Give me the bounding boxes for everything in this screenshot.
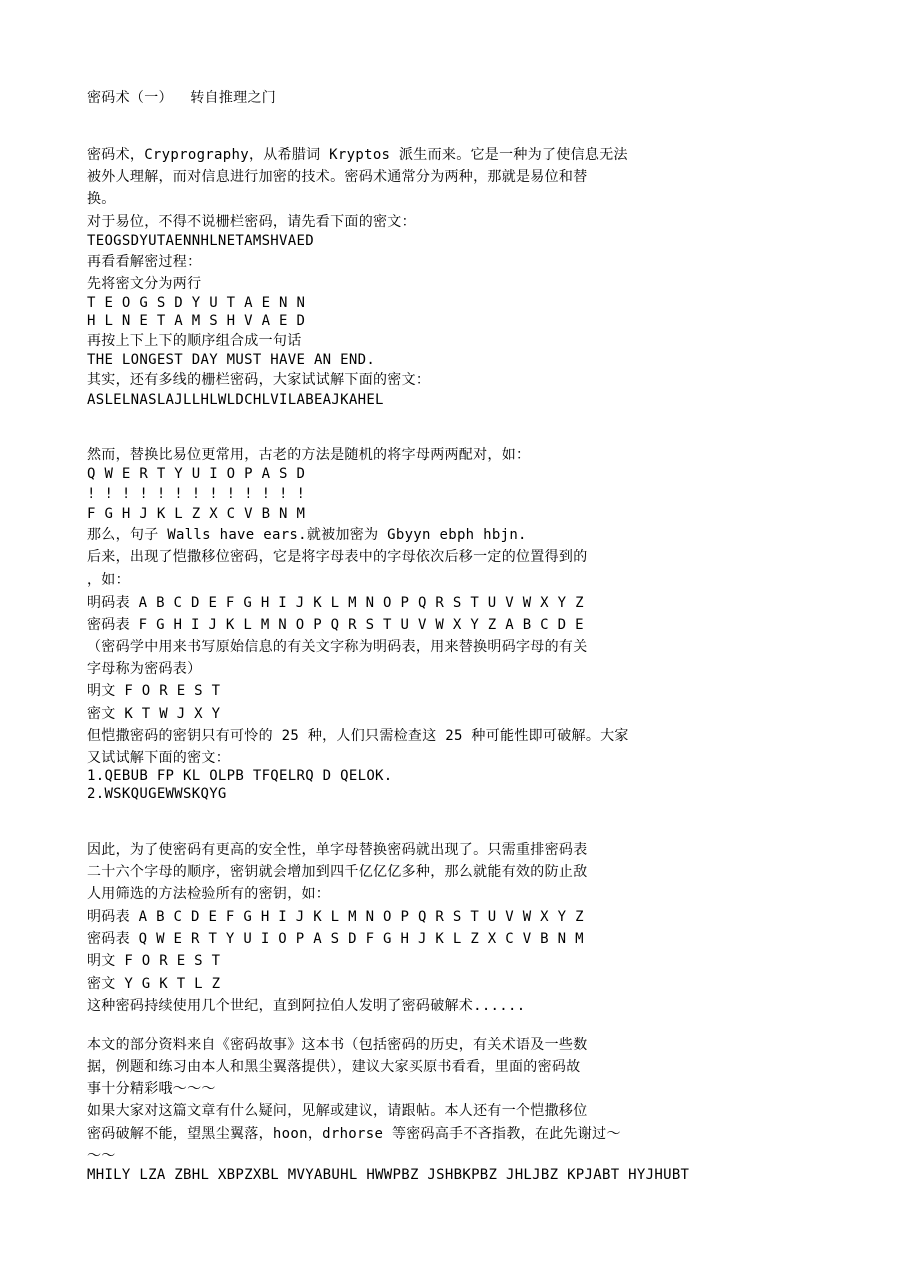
paragraph-line: 换。 bbox=[87, 191, 116, 207]
alphabet-line: 明码表 A B C D E F G H I J K L M N O P Q R S T U V W X Y Z bbox=[87, 595, 584, 611]
paragraph-line: 因此，为了使密码有更高的安全性，单字母替换密码就出现了。只需重排密码表 bbox=[87, 842, 588, 858]
cipher-text-line: 1.QEBUB FP KL OLPB TFQELRQ D QELOK. bbox=[87, 768, 393, 784]
paragraph-line: 密码术，Cryprography，从希腊词 Kryptos 派生而来。它是一种为了使信息无法 bbox=[87, 147, 628, 163]
paragraph-line: 二十六个字母的顺序，密钥就会增加到四千亿亿亿多种，那么就能有效的防止敌 bbox=[87, 864, 588, 880]
paragraph-line: ，如： bbox=[87, 572, 130, 588]
cipher-text-line: TEOGSDYUTAENNHLNETAMSHVAED bbox=[87, 233, 314, 249]
paragraph-line: 如果大家对这篇文章有什么疑问，见解或建议，请跟帖。本人还有一个恺撒移位 bbox=[87, 1103, 588, 1119]
cipher-text-line: ASLELNASLAJLLHLWLDCHLVILABEAJKAHEL bbox=[87, 392, 384, 408]
paragraph-line: 字母称为密码表） bbox=[87, 661, 202, 677]
paragraph-line: 但恺撒密码的密钥只有可怜的 25 种，人们只需检查这 25 种可能性即可破解。大家 bbox=[87, 728, 629, 744]
example-line: 密文 Y G K T L Z bbox=[87, 976, 221, 992]
cipher-text-line: MHILY LZA ZBHL XBPZXBL MVYABUHL HWWPBZ JSHBKPBZ JHLJBZ KPJABT HYJHUBT bbox=[87, 1167, 690, 1183]
cipher-text-line: 2.WSKQUGEWWSKQYG bbox=[87, 786, 227, 802]
paragraph-line: 这种密码持续使用几个世纪，直到阿拉伯人发明了密码破解术...... bbox=[87, 998, 526, 1014]
paragraph-line: 其实，还有多线的栅栏密码，大家试试解下面的密文： bbox=[87, 372, 431, 388]
paragraph-line: 然而，替换比易位更常用，古老的方法是随机的将字母两两配对，如： bbox=[87, 447, 531, 463]
paragraph-line: 对于易位，不得不说栅栏密码，请先看下面的密文： bbox=[87, 214, 416, 230]
paragraph-line: 先将密文分为两行 bbox=[87, 276, 202, 292]
cipher-text-line: H L N E T A M S H V A E D bbox=[87, 313, 306, 329]
alphabet-line: 密码表 F G H I J K L M N O P Q R S T U V W X Y Z A B C D E bbox=[87, 617, 584, 633]
example-line: 明文 F O R E S T bbox=[87, 683, 221, 699]
cipher-text-line: F G H J K L Z X C V B N M bbox=[87, 506, 306, 522]
example-line: 明文 F O R E S T bbox=[87, 953, 221, 969]
paragraph-line: 被外人理解，而对信息进行加密的技术。密码术通常分为两种，那就是易位和替 bbox=[87, 169, 588, 185]
paragraph-line: 又试试解下面的密文： bbox=[87, 750, 230, 766]
cipher-text-line: ! ! ! ! ! ! ! ! ! ! ! ! ! bbox=[87, 486, 306, 502]
paragraph-line: 再看看解密过程： bbox=[87, 254, 202, 270]
example-line: 密文 K T W J X Y bbox=[87, 706, 221, 722]
cipher-text-line: Q W E R T Y U I O P A S D bbox=[87, 466, 306, 482]
plain-text-line: THE LONGEST DAY MUST HAVE AN END. bbox=[87, 352, 376, 368]
paragraph-line: 事十分精彩哦～～～ bbox=[87, 1081, 216, 1097]
document-title: 密码术（一） 转自推理之门 bbox=[87, 90, 277, 106]
alphabet-line: 明码表 A B C D E F G H I J K L M N O P Q R S T U V W X Y Z bbox=[87, 909, 584, 925]
paragraph-line: 人用筛选的方法检验所有的密钥，如： bbox=[87, 886, 331, 902]
paragraph-line: 再按上下上下的顺序组合成一句话 bbox=[87, 333, 302, 349]
paragraph-line: 后来，出现了恺撒移位密码，它是将字母表中的字母依次后移一定的位置得到的 bbox=[87, 549, 588, 565]
paragraph-line: （密码学中用来书写原始信息的有关文字称为明码表，用来替换明码字母的有关 bbox=[87, 639, 588, 655]
paragraph-line: 密码破解不能，望黑尘翼落，hoon，drhorse 等密码高手不吝指教，在此先谢过～ bbox=[87, 1126, 621, 1142]
paragraph-line: 本文的部分资料来自《密码故事》这本书（包括密码的历史，有关术语及一些数 bbox=[87, 1037, 588, 1053]
cipher-text-line: T E O G S D Y U T A E N N bbox=[87, 295, 306, 311]
alphabet-line: 密码表 Q W E R T Y U I O P A S D F G H J K L Z X C V B N M bbox=[87, 931, 584, 947]
paragraph-line: 那么，句子 Walls have ears.就被加密为 Gbyyn ebph hbjn. bbox=[87, 527, 527, 543]
paragraph-line: ～～ bbox=[87, 1148, 116, 1164]
paragraph-line: 据，例题和练习由本人和黑尘翼落提供），建议大家买原书看看，里面的密码故 bbox=[87, 1059, 581, 1075]
